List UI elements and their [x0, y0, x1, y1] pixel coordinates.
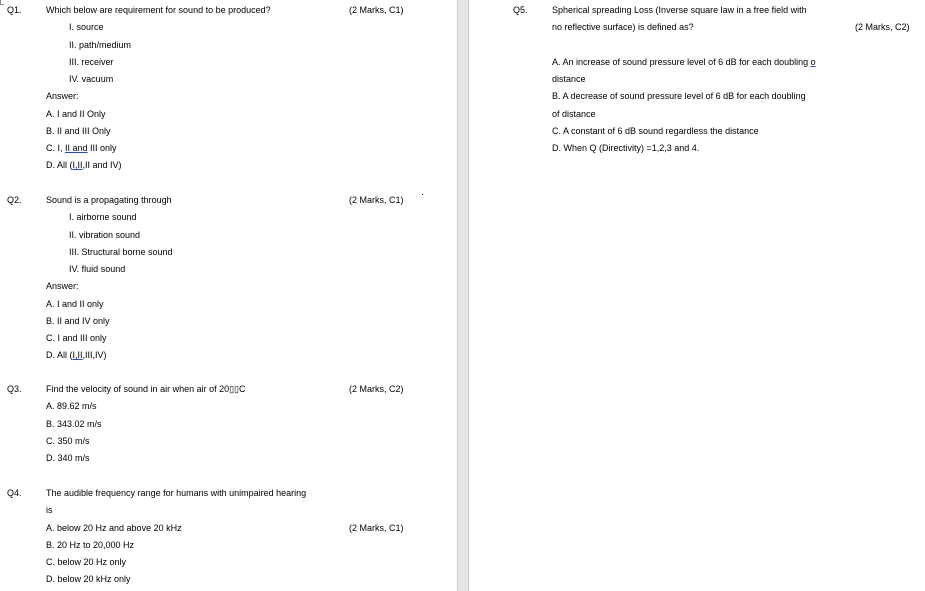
marks-label: (2 Marks, C1) — [349, 5, 404, 15]
right-page — [469, 0, 925, 591]
answer-option — [46, 350, 107, 361]
question-text: Sound is a propagating through — [46, 195, 172, 205]
stray-dot — [422, 194, 423, 195]
page-corner-mark — [0, 0, 4, 5]
answer-option: B. II and IV only — [46, 316, 110, 326]
spellcheck-underlined-text: II and — [65, 143, 88, 153]
question-text: The audible frequency range for humans with unimpaired hearing — [46, 488, 307, 498]
left-page — [0, 0, 457, 591]
spellcheck-underlined-text: o — [810, 57, 816, 67]
question-number: Q4. — [7, 488, 22, 498]
answer-option — [46, 143, 117, 154]
list-item: II. path/medium — [69, 40, 132, 50]
answer-label: Answer: — [46, 91, 79, 101]
question-text: Find the velocity of sound in air when air of 20▯▯C — [46, 384, 246, 394]
answer-option: C. A constant of 6 dB sound regardless the distance — [552, 126, 759, 136]
answer-option: A. 89.62 m/s — [46, 401, 97, 411]
answer-label: Answer: — [46, 281, 79, 291]
marks-label: (2 Marks, C2) — [349, 384, 404, 394]
question-number: Q5. — [513, 5, 528, 15]
spellcheck-underlined-text: I,II — [72, 350, 83, 360]
answer-option-continued: distance — [552, 74, 586, 84]
option-suffix: III only — [87, 143, 117, 153]
answer-option: D. below 20 kHz only — [46, 574, 131, 584]
list-item: II. vibration sound — [69, 230, 141, 240]
answer-option: C. below 20 Hz only — [46, 557, 127, 567]
option-prefix: D. All ( — [46, 160, 73, 170]
option-prefix: C. I, — [46, 143, 66, 153]
option-text: A. An increase of sound pressure level of 6 dB for each doubling — [552, 57, 811, 67]
answer-option: D. When Q (Directivity) =1,2,3 and 4. — [552, 143, 700, 153]
question-number: Q3. — [7, 384, 22, 394]
list-item: III. receiver — [69, 57, 114, 67]
answer-option: D. 340 m/s — [46, 453, 90, 463]
answer-option-continued: of distance — [552, 109, 596, 119]
question-text-continued: no reflective surface) is defined as? — [552, 22, 694, 32]
option-suffix: ,III,IV) — [82, 350, 107, 360]
list-item: IV. fluid sound — [69, 264, 126, 274]
answer-option: B. 20 Hz to 20,000 Hz — [46, 540, 135, 550]
list-item: IV. vacuum — [69, 74, 114, 84]
marks-label: (2 Marks, C1) — [349, 195, 404, 205]
answer-option — [46, 160, 122, 171]
list-item: III. Structural borne sound — [69, 247, 173, 257]
option-prefix: D. All ( — [46, 350, 73, 360]
answer-option — [552, 57, 816, 68]
list-item: I. source — [69, 22, 104, 32]
marks-label: (2 Marks, C2) — [855, 22, 910, 32]
answer-option: C. I and III only — [46, 333, 107, 343]
answer-option: A. below 20 Hz and above 20 kHz — [46, 523, 182, 533]
list-item: I. airborne sound — [69, 212, 137, 222]
answer-option: B. II and III Only — [46, 126, 111, 136]
answer-option: C. 350 m/s — [46, 436, 90, 446]
answer-option: B. A decrease of sound pressure level of 6 dB for each doubling — [552, 91, 806, 101]
question-number: Q1. — [7, 5, 22, 15]
question-text: Which below are requirement for sound to be produced? — [46, 5, 271, 15]
spellcheck-underlined-text: I,II — [72, 160, 83, 170]
question-text-continued: is — [46, 505, 53, 515]
answer-option: A. I and II only — [46, 299, 104, 309]
question-number: Q2. — [7, 195, 22, 205]
page-gutter — [457, 0, 469, 591]
question-text: Spherical spreading Loss (Inverse square law in a free field with — [552, 5, 807, 15]
answer-option: A. I and II Only — [46, 109, 106, 119]
option-suffix: ,II and IV) — [82, 160, 122, 170]
marks-label: (2 Marks, C1) — [349, 523, 404, 533]
answer-option: B. 343.02 m/s — [46, 419, 102, 429]
